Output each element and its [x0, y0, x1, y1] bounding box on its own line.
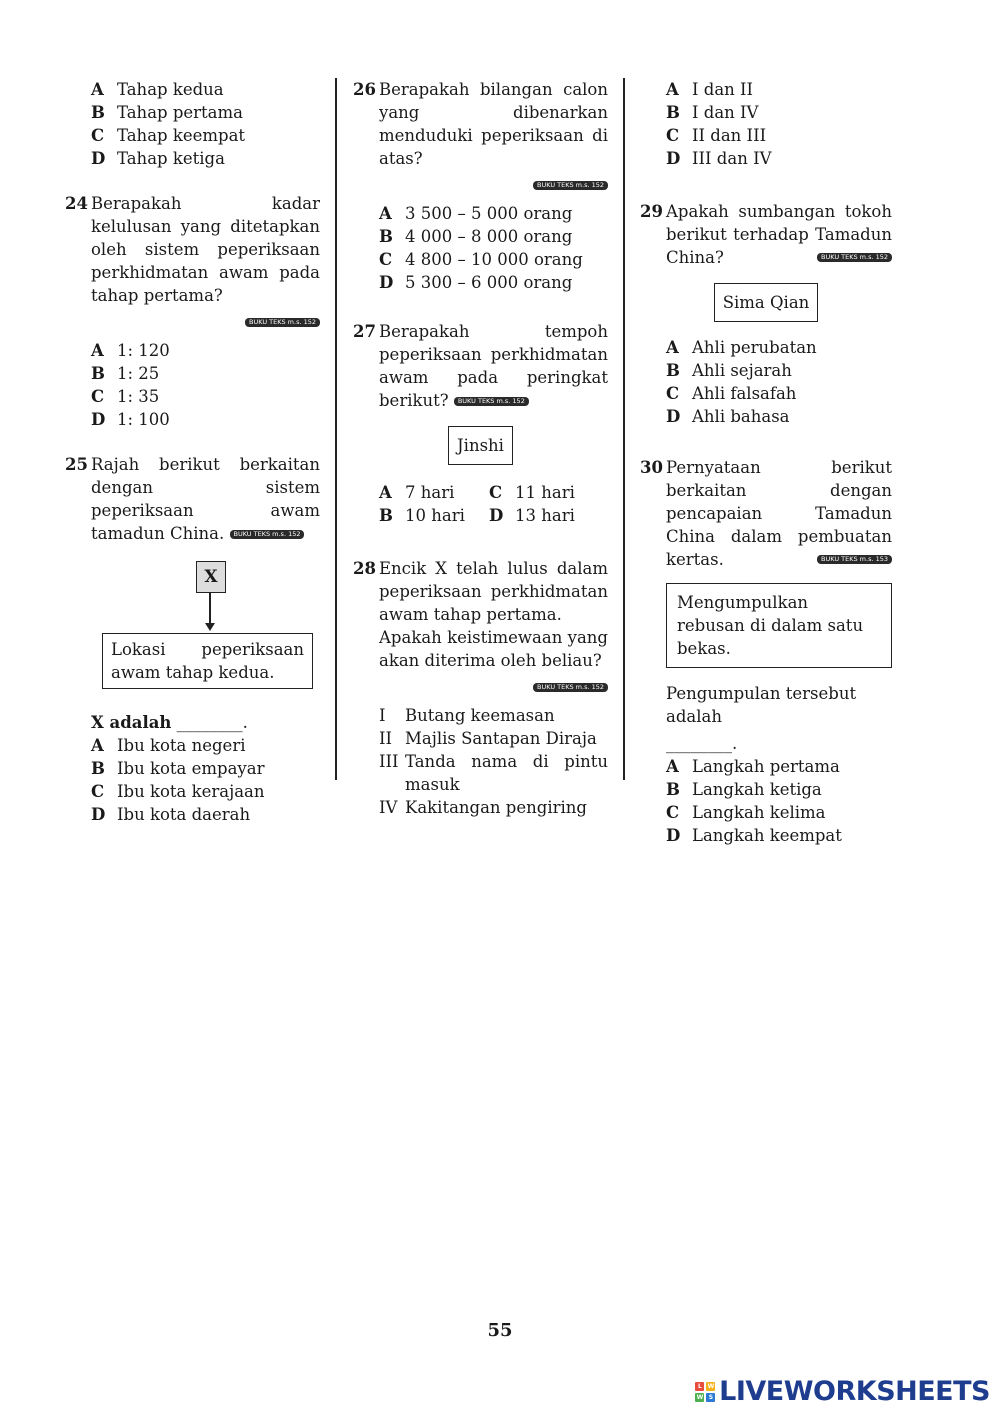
question-25	[65, 453, 320, 826]
question-26	[353, 78, 608, 294]
option-a[interactable]: A Langkah pertama	[666, 757, 840, 776]
option-a[interactable]: A Ibu kota negeri	[91, 736, 246, 755]
page-number: 55	[487, 1320, 513, 1341]
option-d[interactable]: D Ahli bahasa	[666, 407, 790, 426]
column-2	[353, 78, 608, 819]
liveworksheets-brand[interactable]	[695, 1376, 990, 1407]
question-text: Rajah berikut berkaitan dengan sistem peperiksaan awam tamadun China. BUKU TEKS m.s. 152	[91, 455, 320, 543]
option-a[interactable]: A I dan II	[666, 80, 754, 99]
option-a[interactable]: A 3 500 – 5 000 orang	[379, 204, 573, 223]
option-d[interactable]: D III dan IV	[666, 149, 772, 168]
textbook-reference-badge: BUKU TEKS m.s. 152	[533, 181, 608, 190]
option-c[interactable]: C II dan III	[666, 126, 767, 145]
column-divider	[623, 78, 625, 780]
option-a[interactable]: A Tahap kedua	[91, 80, 224, 99]
option-d[interactable]: D 5 300 – 6 000 orang	[379, 273, 573, 292]
option-d[interactable]: D 1: 100	[91, 410, 170, 429]
textbook-reference-badge: BUKU TEKS m.s. 152	[533, 683, 608, 692]
question-number: 28	[353, 559, 376, 578]
statement-box: Mengumpulkan rebusan di dalam satu bekas.	[666, 583, 892, 668]
option-d[interactable]: D 13 hari	[489, 506, 575, 525]
option-c[interactable]: C 4 800 – 10 000 orang	[379, 250, 583, 269]
option-c[interactable]: C Langkah kelima	[666, 803, 826, 822]
question-text: Encik X telah lulus dalam peperiksaan perkhidmatan awam tahap pertama. Apakah keistimewaan yang akan diterima oleh beliau?	[379, 559, 608, 670]
textbook-reference-badge: BUKU TEKS m.s. 152	[245, 318, 320, 327]
question-number: 30	[640, 458, 663, 477]
answer-blank[interactable]: ________.	[176, 713, 248, 732]
option-b[interactable]: B Ahli sejarah	[666, 361, 792, 380]
statement-iv: IV Kakitangan pengiring	[379, 798, 587, 817]
question-stem: X adalah ________.	[91, 713, 248, 732]
question-number: 25	[65, 455, 88, 474]
question-text: Pernyataan berikut berkaitan dengan pencapaian Tamadun China dalam pembuatan kertas. BUKU TEKS m.s. 153	[666, 458, 892, 569]
question-text: Berapakah kadar kelulusan yang ditetapkan oleh sistem peperiksaan perkhidmatan awam pada tahap pertama?	[91, 194, 320, 305]
question-29	[640, 200, 892, 428]
question-28-options	[640, 78, 892, 170]
column-1	[65, 78, 320, 826]
option-d[interactable]: D Tahap ketiga	[91, 149, 225, 168]
option-a[interactable]: A Ahli perubatan	[666, 338, 817, 357]
question-number: 26	[353, 80, 376, 99]
option-d[interactable]: D Ibu kota daerah	[91, 805, 251, 824]
textbook-reference-badge: BUKU TEKS m.s. 152	[817, 253, 892, 262]
option-c[interactable]: C Ibu kota kerajaan	[91, 782, 265, 801]
sima-qian-box: Sima Qian	[714, 283, 819, 322]
options-row-1	[379, 481, 608, 504]
question-30	[640, 456, 892, 847]
textbook-reference-badge: BUKU TEKS m.s. 153	[817, 555, 892, 564]
option-a[interactable]: A 7 hari	[379, 483, 455, 502]
column-divider	[335, 78, 337, 780]
question-28	[353, 557, 608, 819]
option-b[interactable]: B Ibu kota empayar	[91, 759, 265, 778]
textbook-reference-badge: BUKU TEKS m.s. 152	[454, 397, 529, 406]
option-c[interactable]: C Tahap keempat	[91, 126, 246, 145]
brand-name: LIVEWORKSHEETS	[719, 1376, 990, 1407]
question-24	[65, 192, 320, 431]
liveworksheets-logo-icon: L W W S	[696, 1382, 714, 1401]
jinshi-box: Jinshi	[448, 426, 513, 465]
statement-ii: II Majlis Santapan Diraja	[379, 729, 597, 748]
option-a[interactable]: A 1: 120	[91, 341, 170, 360]
statement-i: I Butang keemasan	[379, 706, 555, 725]
option-b[interactable]: B Langkah ketiga	[666, 780, 822, 799]
question-text: Apakah sumbangan tokoh berikut terhadap Tamadun China? BUKU TEKS m.s. 152	[666, 202, 892, 267]
statement-iii: III Tanda nama di pintu masuk	[379, 752, 608, 794]
textbook-reference-badge: BUKU TEKS m.s. 152	[230, 530, 305, 539]
option-b[interactable]: B 1: 25	[91, 364, 160, 383]
question-27	[353, 320, 608, 527]
option-c[interactable]: C 1: 35	[91, 387, 160, 406]
option-b[interactable]: B Tahap pertama	[91, 103, 243, 122]
question-number: 29	[640, 202, 663, 221]
question-text: Berapakah tempoh peperiksaan perkhidmatan awam pada peringkat berikut? BUKU TEKS m.s. 152	[379, 322, 608, 410]
arrow-line	[209, 593, 211, 627]
column-3	[640, 78, 892, 847]
option-b[interactable]: B 10 hari	[379, 506, 465, 525]
answer-blank[interactable]: ________.	[666, 734, 738, 753]
question-23-options	[65, 78, 320, 170]
question-stem: Pengumpulan tersebut adalah	[666, 684, 857, 726]
option-c[interactable]: C Ahli falsafah	[666, 384, 797, 403]
option-b[interactable]: B I dan IV	[666, 103, 759, 122]
question-text: Berapakah bilangan calon yang dibenarkan menduduki peperiksaan di atas?	[379, 80, 608, 168]
option-d[interactable]: D Langkah keempat	[666, 826, 842, 845]
diagram	[65, 561, 320, 711]
diagram-x-box: X	[196, 561, 226, 593]
question-number: 24	[65, 194, 88, 213]
arrow-head	[205, 623, 215, 631]
diagram-location-box: Lokasi peperiksaan awam tahap kedua.	[102, 633, 313, 689]
option-b[interactable]: B 4 000 – 8 000 orang	[379, 227, 573, 246]
question-number: 27	[353, 322, 376, 341]
option-c[interactable]: C 11 hari	[489, 483, 575, 502]
options-row-2	[379, 504, 608, 527]
